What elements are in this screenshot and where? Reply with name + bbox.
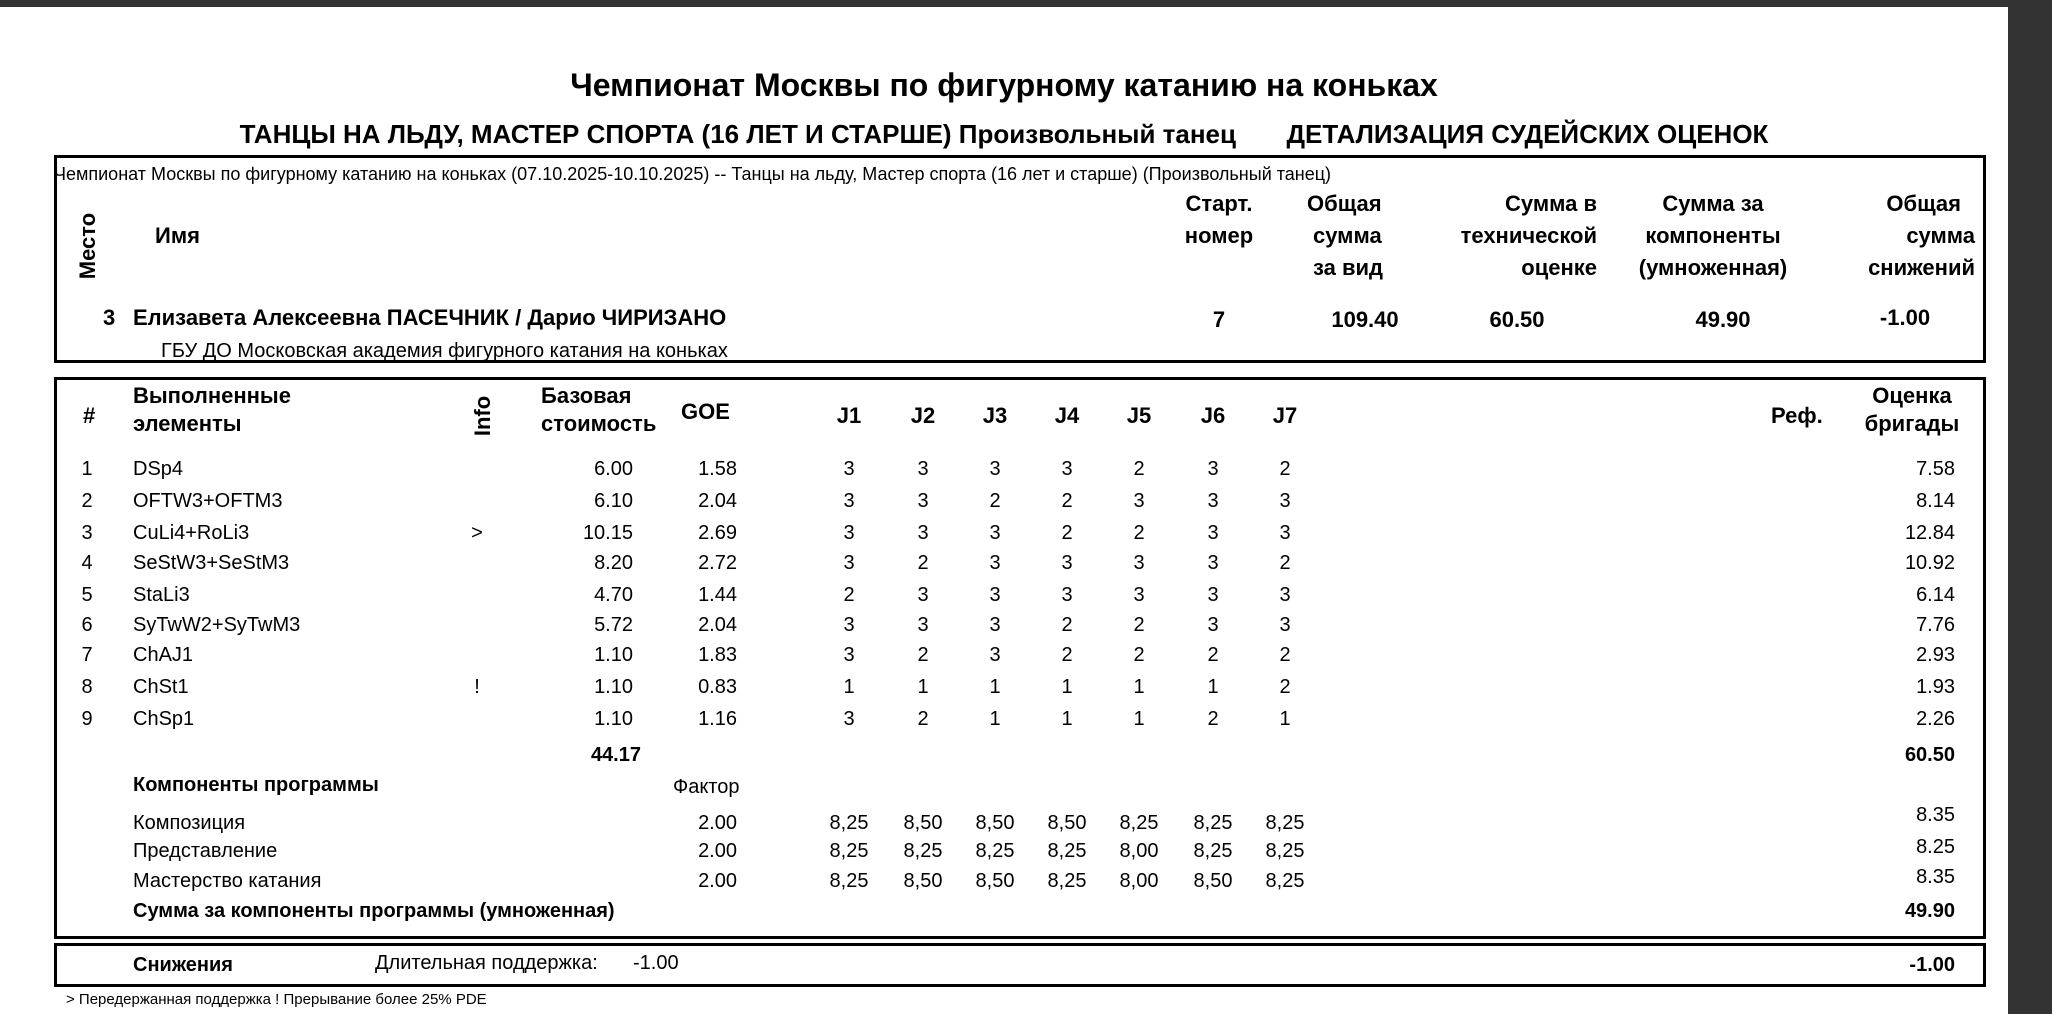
element-judge-score: 3	[1279, 584, 1291, 606]
goe-header: GOE	[681, 399, 730, 424]
element-name: ChSp1	[133, 708, 195, 730]
start-header-l2: номер	[1184, 223, 1254, 248]
element-judge-score: 3	[917, 584, 929, 606]
tech-total: 60.50	[1904, 744, 1955, 766]
element-judge-score: 1	[1133, 708, 1145, 730]
element-base: 10.15	[582, 522, 633, 544]
component-judge-score: 8,25	[1193, 812, 1233, 834]
element-name: OFTW3+OFTM3	[133, 490, 283, 512]
factor-header: Фактор	[673, 776, 740, 798]
element-judge-score: 3	[989, 522, 1001, 544]
component-score: 8.35	[1916, 866, 1955, 888]
component-name: Композиция	[133, 812, 246, 834]
element-judge-score: 3	[917, 490, 929, 512]
info-header: Info	[470, 395, 495, 437]
element-judge-score: 2	[1061, 614, 1073, 636]
ref-header: Реф.	[1771, 403, 1823, 428]
components-title: Компоненты программы	[133, 774, 379, 796]
element-judge-score: 3	[843, 490, 855, 512]
skater-start-no: 7	[1212, 307, 1226, 332]
component-score: 8.25	[1916, 836, 1955, 858]
element-judge-score: 2	[1061, 644, 1073, 666]
element-judge-score: 2	[1279, 552, 1291, 574]
element-judge-score: 3	[1061, 552, 1073, 574]
element-judge-score: 3	[1207, 522, 1219, 544]
element-judge-score: 3	[843, 708, 855, 730]
element-judge-score: 3	[843, 522, 855, 544]
component-judge-score: 8,00	[1119, 870, 1159, 892]
skater-place: 3	[103, 305, 116, 330]
component-judge-score: 8,25	[1193, 840, 1233, 862]
element-judge-score: 3	[843, 614, 855, 636]
element-judge-score: 2	[1279, 676, 1291, 698]
element-name: CuLi4+RoLi3	[133, 522, 250, 544]
element-judge-score: 3	[1207, 584, 1219, 606]
element-judge-score: 2	[1207, 708, 1219, 730]
component-judge-score: 8,50	[903, 870, 943, 892]
element-goe: 1.83	[698, 644, 737, 666]
element-judge-score: 1	[1061, 708, 1073, 730]
component-judge-score: 8,25	[1265, 812, 1305, 834]
element-base: 1.10	[594, 708, 633, 730]
component-name: Представление	[133, 840, 278, 862]
element-name: ChAJ1	[133, 644, 194, 666]
element-base: 4.70	[594, 584, 633, 606]
element-judge-score: 3	[917, 614, 929, 636]
element-info: !	[474, 676, 480, 698]
start-header-l1: Старт.	[1185, 191, 1253, 216]
place-header: Место	[75, 212, 100, 280]
skater-comp: 49.90	[1695, 307, 1751, 332]
judge-header: J4	[1054, 403, 1080, 428]
element-base: 6.00	[594, 458, 633, 480]
comp-header-l2: компоненты	[1645, 223, 1781, 248]
component-judge-score: 8,25	[829, 812, 869, 834]
element-judge-score: 2	[1279, 644, 1291, 666]
element-num: 1	[81, 458, 93, 480]
element-goe: 2.04	[698, 490, 737, 512]
element-score: 2.26	[1916, 708, 1955, 730]
tech-header	[1417, 188, 1597, 284]
element-judge-score: 2	[1133, 644, 1145, 666]
element-judge-score: 3	[989, 644, 1001, 666]
element-score: 1.93	[1916, 676, 1955, 698]
element-judge-score: 1	[1061, 676, 1073, 698]
ded-header-l2: сумма	[1906, 223, 1975, 248]
component-judge-score: 8,25	[903, 840, 943, 862]
deductions-box	[54, 943, 1986, 987]
element-num: 9	[81, 708, 93, 730]
comp-header	[1613, 188, 1813, 284]
element-num: 4	[81, 552, 93, 574]
component-judge-score: 8,25	[1047, 840, 1087, 862]
comp-header-l1: Сумма за	[1662, 191, 1764, 216]
element-name: DSp4	[133, 458, 184, 480]
elements-box	[54, 377, 1986, 939]
element-goe: 2.72	[698, 552, 737, 574]
element-judge-score: 3	[843, 644, 855, 666]
element-base: 6.10	[594, 490, 633, 512]
element-judge-score: 3	[1279, 614, 1291, 636]
subtitle-segment: ТАНЦЫ НА ЛЬДУ, МАСТЕР СПОРТА (16 ЛЕТ И СТАРШЕ) Произвольный танец	[239, 119, 1236, 149]
num-header: #	[83, 403, 96, 428]
tech-header-l2: технической	[1460, 223, 1597, 248]
elements-header	[133, 382, 291, 438]
element-judge-score: 1	[917, 676, 929, 698]
skater-tech: 60.50	[1489, 307, 1545, 332]
component-judge-score: 8,25	[1265, 870, 1305, 892]
total-header-l3: за вид	[1313, 255, 1384, 280]
element-judge-score: 2	[1133, 522, 1145, 544]
component-judge-score: 8,25	[1265, 840, 1305, 862]
judge-header: J5	[1126, 403, 1152, 428]
element-score: 12.84	[1904, 522, 1955, 544]
element-goe: 0.83	[698, 676, 737, 698]
component-judge-score: 8,25	[829, 870, 869, 892]
element-goe: 1.44	[698, 584, 737, 606]
element-judge-score: 3	[1061, 458, 1073, 480]
element-judge-score: 1	[989, 708, 1001, 730]
element-judge-score: 3	[989, 552, 1001, 574]
elements-header-l2: элементы	[133, 411, 242, 436]
base-header	[541, 382, 656, 438]
skater-club: ГБУ ДО Московская академия фигурного катания на коньках	[161, 340, 728, 362]
element-judge-score: 2	[1207, 644, 1219, 666]
element-score: 2.93	[1916, 644, 1955, 666]
element-goe: 1.58	[698, 458, 737, 480]
element-judge-score: 3	[989, 584, 1001, 606]
component-judge-score: 8,25	[1047, 870, 1087, 892]
element-score: 7.76	[1916, 614, 1955, 636]
element-judge-score: 2	[917, 708, 929, 730]
element-judge-score: 2	[1279, 458, 1291, 480]
judge-header: J3	[982, 403, 1008, 428]
component-factor: 2.00	[698, 812, 737, 834]
element-score: 8.14	[1916, 490, 1955, 512]
element-judge-score: 3	[1207, 552, 1219, 574]
legend: > Передержанная поддержка ! Прерывание более 25% PDE	[66, 991, 487, 1008]
deduction-item: Длительная поддержка:	[375, 952, 598, 974]
component-judge-score: 8,25	[829, 840, 869, 862]
subtitle-detail: ДЕТАЛИЗАЦИЯ СУДЕЙСКИХ ОЦЕНОК	[1286, 119, 1769, 149]
base-total: 44.17	[590, 744, 641, 766]
element-judge-score: 2	[917, 644, 929, 666]
tech-header-l1: Сумма в	[1505, 191, 1597, 216]
element-info: >	[471, 522, 483, 544]
element-judge-score: 1	[1207, 676, 1219, 698]
element-judge-score: 3	[917, 458, 929, 480]
element-judge-score: 3	[1207, 490, 1219, 512]
element-judge-score: 1	[989, 676, 1001, 698]
element-judge-score: 2	[989, 490, 1001, 512]
element-score: 7.58	[1916, 458, 1955, 480]
element-judge-score: 3	[1279, 490, 1291, 512]
element-goe: 2.69	[698, 522, 737, 544]
page-subtitle	[0, 119, 2008, 150]
skater-total: 109.40	[1331, 307, 1399, 332]
element-judge-score: 3	[989, 614, 1001, 636]
component-judge-score: 8,50	[975, 870, 1015, 892]
components-total: 49.90	[1904, 900, 1955, 922]
deductions-total: -1.00	[1909, 954, 1955, 976]
element-judge-score: 1	[1279, 708, 1291, 730]
page-title: Чемпионат Москвы по фигурному катанию на коньках	[570, 67, 1438, 103]
element-goe: 1.16	[698, 708, 737, 730]
comp-header-l3: (умноженная)	[1638, 255, 1788, 280]
ded-header	[1837, 188, 1975, 284]
element-judge-score: 2	[1133, 458, 1145, 480]
summary-box	[54, 155, 1986, 363]
element-name: ChSt1	[133, 676, 189, 698]
element-num: 6	[81, 614, 93, 636]
elements-header-l1: Выполненные	[133, 383, 291, 408]
component-factor: 2.00	[698, 870, 737, 892]
component-judge-score: 8,25	[1119, 812, 1159, 834]
element-num: 3	[81, 522, 93, 544]
deductions-label: Снижения	[133, 954, 233, 976]
element-num: 7	[81, 644, 93, 666]
element-judge-score: 3	[989, 458, 1001, 480]
element-judge-score: 3	[1279, 522, 1291, 544]
element-judge-score: 2	[1133, 614, 1145, 636]
element-judge-score: 3	[843, 458, 855, 480]
element-judge-score: 2	[1061, 490, 1073, 512]
element-base: 5.72	[594, 614, 633, 636]
element-judge-score: 3	[1133, 490, 1145, 512]
element-judge-score: 3	[1133, 552, 1145, 574]
component-factor: 2.00	[698, 840, 737, 862]
element-num: 2	[81, 490, 93, 512]
event-line: Чемпионат Москвы по фигурному катанию на коньках (07.10.2025-10.10.2025) -- Танцы на льду, Мастер спорта (16 лет и старше) (Произвольный танец)	[54, 164, 1332, 184]
element-base: 1.10	[594, 676, 633, 698]
score-header	[1847, 382, 1977, 438]
judge-header: J1	[836, 403, 862, 428]
score-header-l1: Оценка	[1872, 383, 1952, 408]
element-score: 6.14	[1916, 584, 1955, 606]
element-base: 8.20	[594, 552, 633, 574]
base-header-l1: Базовая	[541, 383, 632, 408]
skater-ded: -1.00	[1879, 305, 1931, 330]
element-judge-score: 3	[917, 522, 929, 544]
components-total-label: Сумма за компоненты программы (умноженная)	[133, 900, 615, 922]
element-judge-score: 3	[1207, 614, 1219, 636]
element-judge-score: 3	[1061, 584, 1073, 606]
total-header-l2: сумма	[1313, 223, 1382, 248]
component-judge-score: 8,25	[975, 840, 1015, 862]
element-name: SyTwW2+SyTwM3	[133, 614, 301, 636]
element-judge-score: 3	[1207, 458, 1219, 480]
element-judge-score: 3	[1133, 584, 1145, 606]
total-header-l1: Общая	[1307, 191, 1382, 216]
element-base: 1.10	[594, 644, 633, 666]
element-num: 5	[81, 584, 93, 606]
component-name: Мастерство катания	[133, 870, 322, 892]
tech-header-l3: оценке	[1521, 255, 1597, 280]
element-judge-score: 3	[843, 552, 855, 574]
component-judge-score: 8,50	[1047, 812, 1087, 834]
judge-header: J6	[1200, 403, 1226, 428]
component-score: 8.35	[1916, 804, 1955, 826]
component-judge-score: 8,50	[903, 812, 943, 834]
component-judge-score: 8,00	[1119, 840, 1159, 862]
base-header-l2: стоимость	[541, 411, 657, 436]
element-name: StaLi3	[133, 584, 190, 606]
component-judge-score: 8,50	[1193, 870, 1233, 892]
element-num: 8	[81, 676, 93, 698]
element-judge-score: 2	[917, 552, 929, 574]
element-goe: 2.04	[698, 614, 737, 636]
component-judge-score: 8,50	[975, 812, 1015, 834]
element-judge-score: 1	[1133, 676, 1145, 698]
skater-name: Елизавета Алексеевна ПАСЕЧНИК / Дарио ЧИРИЗАНО	[133, 305, 727, 330]
ded-header-l1: Общая	[1886, 191, 1961, 216]
score-header-l2: бригады	[1864, 411, 1960, 436]
element-judge-score: 1	[843, 676, 855, 698]
judge-header: J2	[910, 403, 936, 428]
ded-header-l3: снижений	[1868, 255, 1975, 280]
deduction-value: -1.00	[633, 952, 679, 974]
start-header	[1159, 188, 1279, 252]
element-judge-score: 2	[843, 584, 855, 606]
name-header: Имя	[155, 223, 200, 248]
element-score: 10.92	[1904, 552, 1955, 574]
element-name: SeStW3+SeStM3	[133, 552, 290, 574]
element-judge-score: 2	[1061, 522, 1073, 544]
judge-header: J7	[1272, 403, 1298, 428]
